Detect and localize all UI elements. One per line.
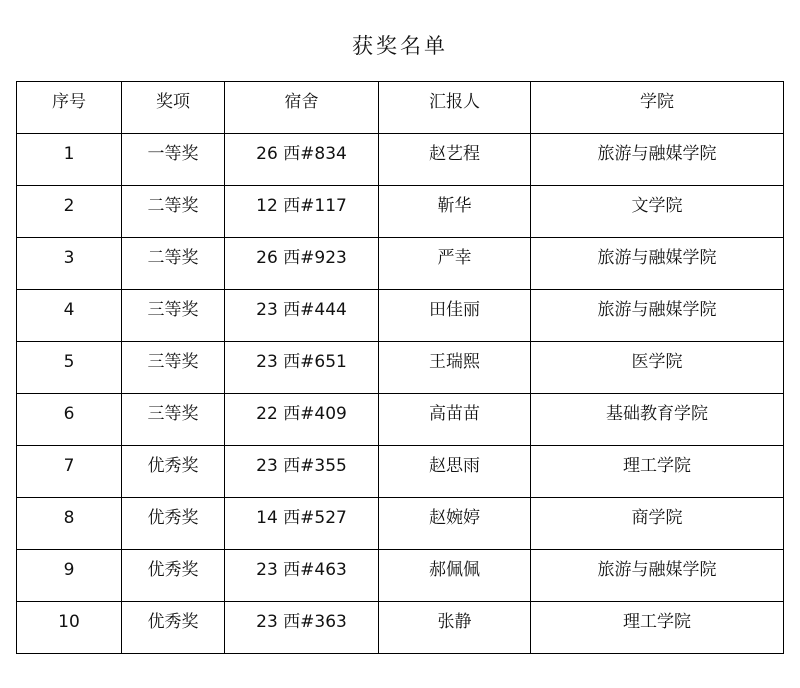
award-table <box>16 81 784 654</box>
cell-index-text: 8 <box>63 508 75 528</box>
cell-dorm <box>225 602 379 654</box>
cell-dorm <box>225 446 379 498</box>
cell-college <box>531 498 784 550</box>
cell-index <box>17 186 122 238</box>
cell-dorm-text: 23 西#651 <box>256 352 347 372</box>
cell-college-text: 旅游与融媒学院 <box>597 560 717 580</box>
cell-dorm-text: 12 西#117 <box>256 196 347 216</box>
header-dorm <box>225 82 379 134</box>
cell-award-text: 三等奖 <box>147 404 199 424</box>
cell-award <box>122 290 225 342</box>
table-row <box>17 550 784 602</box>
cell-college <box>531 186 784 238</box>
cell-college-text: 文学院 <box>631 196 683 216</box>
cell-index <box>17 446 122 498</box>
cell-reporter-text: 高苗苗 <box>429 404 480 424</box>
cell-index-text: 6 <box>63 404 75 424</box>
cell-award-text: 三等奖 <box>147 352 199 372</box>
cell-index-text: 9 <box>63 560 75 580</box>
header-reporter <box>379 82 531 134</box>
cell-college-text: 理工学院 <box>623 456 691 476</box>
cell-award <box>122 446 225 498</box>
cell-college-text: 旅游与融媒学院 <box>597 300 717 320</box>
header-dorm-label: 宿舍 <box>284 92 319 112</box>
table-row <box>17 342 784 394</box>
cell-award <box>122 550 225 602</box>
header-reporter-label: 汇报人 <box>429 92 480 112</box>
cell-index <box>17 394 122 446</box>
table-row <box>17 394 784 446</box>
cell-index <box>17 238 122 290</box>
cell-college <box>531 290 784 342</box>
cell-reporter <box>379 134 531 186</box>
cell-reporter-text: 田佳丽 <box>429 300 480 320</box>
cell-dorm-text: 23 西#463 <box>256 560 347 580</box>
cell-reporter <box>379 186 531 238</box>
cell-dorm-text: 26 西#923 <box>256 248 347 268</box>
header-college-label: 学院 <box>640 92 674 112</box>
table-row <box>17 602 784 654</box>
cell-award <box>122 238 225 290</box>
cell-index <box>17 550 122 602</box>
cell-dorm-text: 14 西#527 <box>256 508 347 528</box>
cell-index <box>17 290 122 342</box>
cell-award <box>122 498 225 550</box>
cell-college <box>531 238 784 290</box>
cell-award-text: 二等奖 <box>147 248 199 268</box>
cell-college <box>531 134 784 186</box>
cell-college <box>531 394 784 446</box>
header-award <box>122 82 225 134</box>
cell-college-text: 旅游与融媒学院 <box>597 144 717 164</box>
cell-index <box>17 602 122 654</box>
cell-index-text: 3 <box>63 248 75 268</box>
cell-college <box>531 602 784 654</box>
cell-reporter-text: 靳华 <box>437 196 472 216</box>
cell-reporter <box>379 238 531 290</box>
cell-college <box>531 342 784 394</box>
cell-reporter-text: 张静 <box>437 612 472 632</box>
header-award-label: 奖项 <box>156 92 190 112</box>
cell-award-text: 优秀奖 <box>147 560 199 580</box>
cell-dorm <box>225 238 379 290</box>
cell-index-text: 4 <box>63 300 75 320</box>
cell-dorm <box>225 498 379 550</box>
cell-dorm <box>225 290 379 342</box>
cell-award <box>122 186 225 238</box>
cell-dorm <box>225 550 379 602</box>
cell-college-text: 旅游与融媒学院 <box>597 248 717 268</box>
cell-reporter <box>379 394 531 446</box>
cell-college <box>531 550 784 602</box>
table-body <box>17 134 784 654</box>
table-row <box>17 446 784 498</box>
cell-college-text: 基础教育学院 <box>606 404 708 424</box>
document-title: 获奖名单 <box>352 34 448 58</box>
cell-award-text: 优秀奖 <box>147 456 199 476</box>
table-row <box>17 134 784 186</box>
cell-index-text: 5 <box>63 352 75 372</box>
cell-award-text: 优秀奖 <box>147 612 199 632</box>
table-header-row <box>17 82 784 134</box>
cell-index <box>17 134 122 186</box>
cell-reporter <box>379 550 531 602</box>
table-row <box>17 290 784 342</box>
cell-college-text: 理工学院 <box>623 612 691 632</box>
cell-dorm-text: 23 西#355 <box>256 456 347 476</box>
cell-dorm-text: 23 西#444 <box>256 300 347 320</box>
cell-dorm <box>225 394 379 446</box>
cell-college-text: 商学院 <box>631 508 683 528</box>
table-row <box>17 238 784 290</box>
cell-index-text: 7 <box>63 456 75 476</box>
cell-award-text: 二等奖 <box>147 196 199 216</box>
header-college <box>531 82 784 134</box>
cell-dorm <box>225 134 379 186</box>
cell-award <box>122 342 225 394</box>
cell-reporter-text: 严幸 <box>437 248 472 268</box>
cell-reporter-text: 赵艺程 <box>429 144 480 164</box>
cell-index-text: 10 <box>58 612 80 632</box>
header-index-label: 序号 <box>52 92 86 112</box>
header-index <box>17 82 122 134</box>
cell-award-text: 三等奖 <box>147 300 199 320</box>
cell-award <box>122 134 225 186</box>
cell-index-text: 2 <box>63 196 75 216</box>
cell-dorm-text: 22 西#409 <box>256 404 347 424</box>
cell-reporter-text: 王瑞熙 <box>429 352 480 372</box>
cell-dorm <box>225 186 379 238</box>
cell-award <box>122 602 225 654</box>
cell-college-text: 医学院 <box>631 352 683 372</box>
cell-dorm <box>225 342 379 394</box>
cell-award-text: 优秀奖 <box>147 508 199 528</box>
table-row <box>17 498 784 550</box>
cell-dorm-text: 23 西#363 <box>256 612 347 632</box>
cell-index-text: 1 <box>63 144 75 164</box>
cell-reporter <box>379 498 531 550</box>
cell-dorm-text: 26 西#834 <box>256 144 347 164</box>
cell-index <box>17 498 122 550</box>
cell-college <box>531 446 784 498</box>
cell-reporter-text: 赵婉婷 <box>429 508 480 528</box>
cell-index <box>17 342 122 394</box>
cell-reporter-text: 赵思雨 <box>429 456 480 476</box>
cell-reporter <box>379 602 531 654</box>
cell-reporter <box>379 342 531 394</box>
cell-award <box>122 394 225 446</box>
cell-reporter <box>379 290 531 342</box>
cell-reporter-text: 郝佩佩 <box>429 560 480 580</box>
cell-award-text: 一等奖 <box>147 144 199 164</box>
table-row <box>17 186 784 238</box>
cell-reporter <box>379 446 531 498</box>
